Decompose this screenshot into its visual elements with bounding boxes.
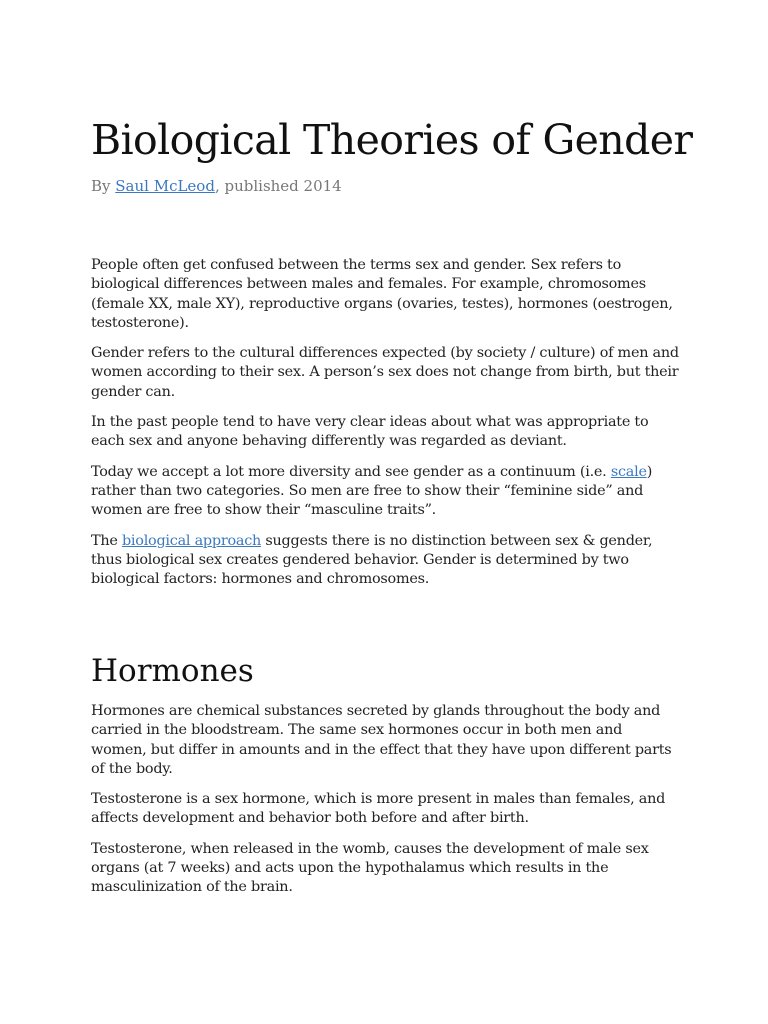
intro-section: [91, 256, 681, 600]
intro-paragraph-5: [91, 532, 681, 590]
hormones-section: [91, 702, 681, 909]
author-link[interactable]: Saul McLeod: [115, 177, 215, 195]
byline-date: , published 2014: [214, 177, 342, 195]
intro-paragraph-4: [91, 463, 681, 521]
intro-paragraph-2: Gender refers to the cultural differences expected (by society / culture) of men and women according to their sex. A person’s sex does not change from birth, but their gender can.: [91, 345, 679, 400]
intro-paragraph-3: In the past people tend to have very clear ideas about what was appropriate to each sex and anyone behaving differently was regarded as deviant.: [91, 414, 649, 450]
page-title: Biological Theories of Gender: [91, 116, 693, 164]
paragraph-text: Today we accept a lot more diversity and see gender as a continuum (i.e.: [91, 463, 611, 480]
scale-link[interactable]: scale: [610, 463, 647, 480]
biological-approach-link[interactable]: biological approach: [121, 532, 262, 549]
paragraph-text: suggests there is no distinction between sex & gender, thus biological sex creates gendered behavior. Gender is determined by two biological factors: hormones and chromosomes.: [91, 532, 653, 588]
hormones-paragraph-3: Testosterone, when released in the womb, causes the development of male sex organs (at 7 weeks) and acts upon the hypothalamus which results in the masculinization of the brain.: [91, 840, 649, 896]
hormones-paragraph-2: Testosterone is a sex hormone, which is more present in males than females, and affects development and behavior both before and after birth.: [91, 791, 666, 827]
paragraph-text: The: [91, 532, 122, 549]
hormones-heading: Hormones: [91, 653, 254, 689]
byline: [91, 176, 342, 196]
paragraph-text: ) rather than two categories. So men are free to show their “feminine side” and women are free to show their “masculine traits”.: [91, 463, 653, 519]
intro-paragraph-1: People often get confused between the terms sex and gender. Sex refers to biological differences between males and females. For example, chromosomes (female XX, male XY), reproductive organs (ovaries, testes), hormones (oestrogen, testosterone).: [91, 257, 673, 331]
hormones-paragraph-1: Hormones are chemical substances secreted by glands throughout the body and carried in the bloodstream. The same sex hormones occur in both men and women, but differ in amounts and in the effect that they have upon different parts of the body.: [91, 703, 672, 777]
byline-prefix: By: [91, 177, 116, 195]
